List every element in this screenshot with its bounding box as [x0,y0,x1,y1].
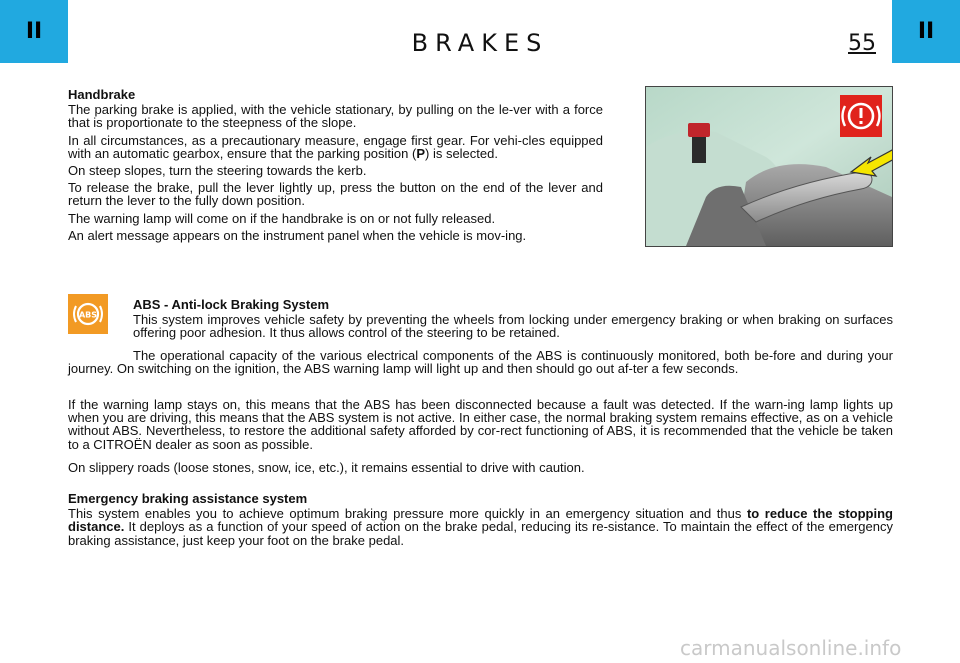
abs-para-1: This system improves vehicle safety by preventing the wheels from locking under emergency braking or when braking on surfaces offering poor adhesion. It thus allows control of the steering to be retained. [133,312,893,341]
handbrake-para-2: In all circumstances, as a precautionary measure, engage first gear. For vehi-cles equipped with an automatic gearbox, ensure that the parking position (P) is selected. [68,132,603,161]
handbrake-para-5: The warning lamp will come on if the handbrake is on or not fully released. [68,210,496,226]
brake-warning-icon [840,95,882,137]
abs-warning-icon [68,294,108,334]
handbrake-photo [645,86,893,247]
page-title: BRAKES [411,29,549,57]
watermark: carmanualsonline.info [680,636,902,660]
abs-intro [133,298,893,340]
abs-para-2: The operational capacity of the various electrical components of the ABS is continuously monitored, both be-fore and during your journey. On switching on the ignition, the ABS warning lamp will light up and then should go out af-ter a few seconds. [68,348,893,377]
handbrake-para-6: An alert message appears on the instrument panel when the vehicle is mov-ing. [68,227,527,243]
emergency-section [68,492,893,547]
handbrake-section [68,88,603,242]
abs-para-4: On slippery roads (loose stones, snow, ice, etc.), it remains essential to drive with caution. [68,460,585,475]
abs-para-3: If the warning lamp stays on, this means that the ABS has been disconnected because a fault was detected. If the warn-ing lamp lights up when you are driving, this means that the ABS system is not active. In either case, the normal braking system remains effective, as on a vehicle without ABS. Nevertheless, to restore the additional safety afforded by cor-rect functioning of ABS, it is recommended that the vehicle be taken to a CITROËN dealer as soon as possible. [68,397,893,452]
emergency-para: This system enables you to achieve optimum braking pressure more quickly in an emergency situation and thus to reduce the stopping distance. It deploys as a function of your speed of action on the brake pedal, reducing its re-sistance. To maintain the effect of the emergency braking assistance, just keep your foot on the brake pedal. [68,506,893,548]
abs-heading: ABS - Anti-lock Braking System [133,297,330,312]
section-number-right: II [917,19,935,44]
park-position-letter: P [416,145,425,161]
handbrake-heading: Handbrake [68,87,136,102]
abs-icon-label: ABS [78,310,98,320]
emergency-bold-phrase: to reduce the stopping distance. [68,506,893,535]
page-number: 55 [848,31,876,56]
handbrake-para-3: On steep slopes, turn the steering towards the kerb. [68,163,367,179]
handbrake-para-4: To release the brake, pull the lever lightly up, press the button on the end of the lever and return the lever to the fully down position. [68,180,603,209]
section-number-left: II [25,19,43,44]
handbrake-para-1: The parking brake is applied, with the vehicle stationary, by pulling on the le-ver with a force that is proportionate to the steepness of the slope. [68,102,603,131]
emergency-heading: Emergency braking assistance system [68,491,308,506]
